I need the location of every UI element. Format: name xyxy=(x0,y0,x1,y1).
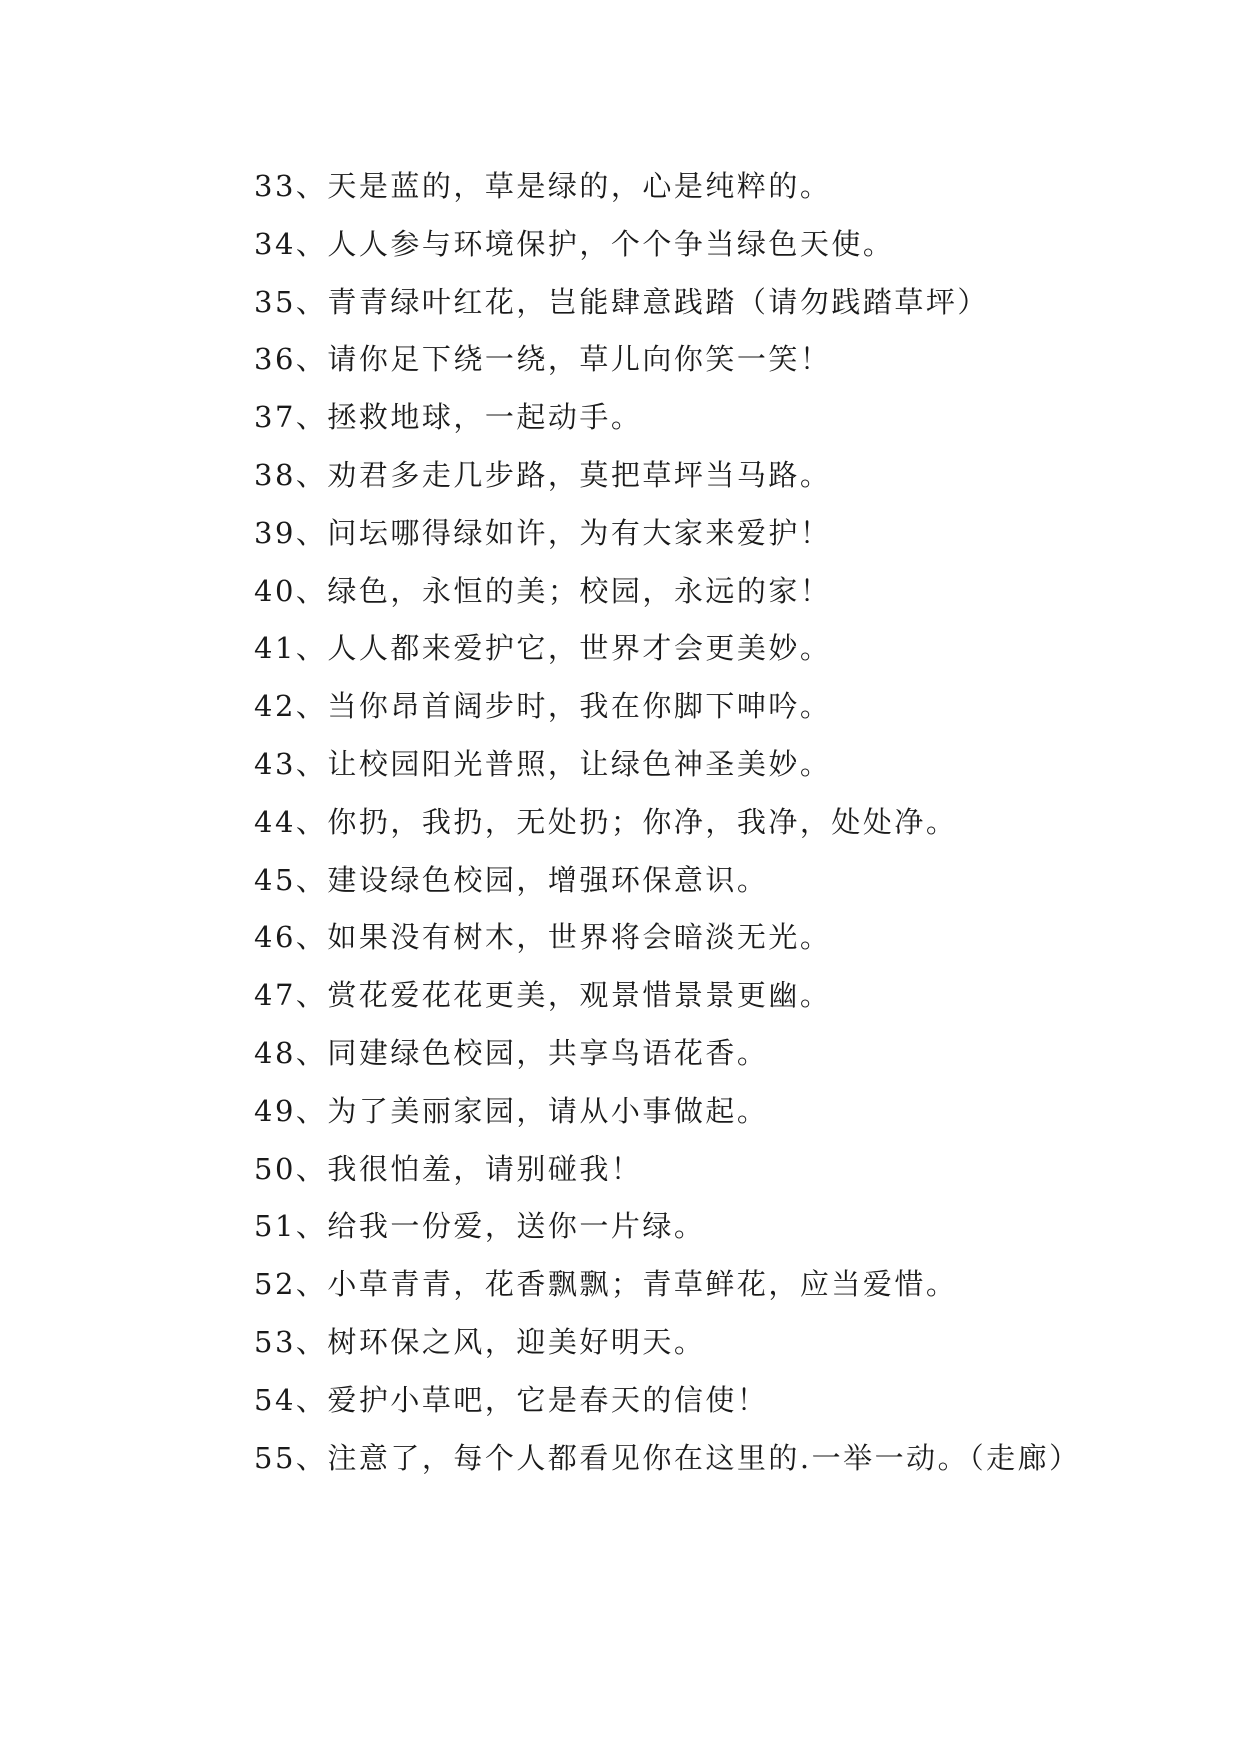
list-item: 35、青青绿叶红花，岂能肆意践踏（请勿践踏草坪） xyxy=(254,284,989,319)
list-item: 33、天是蓝的，草是绿的，心是纯粹的。 xyxy=(254,169,832,203)
list-item: 49、为了美丽家园，请从小事做起。 xyxy=(254,1093,769,1128)
list-item: 47、赏花爱花花更美，观景惜景景更幽。 xyxy=(254,978,832,1013)
list-item: 53、树环保之风，迎美好明天。 xyxy=(254,1324,706,1359)
slogan-list xyxy=(188,158,1081,1487)
list-item: 41、人人都来爱护它，世界才会更美妙。 xyxy=(254,631,832,666)
list-item: 48、同建绿色校园，共享鸟语花香。 xyxy=(254,1035,769,1070)
list-item: 37、拯救地球，一起动手。 xyxy=(254,400,643,435)
list-item: 44、你扔，我扔，无处扔；你净，我净，处处净。 xyxy=(254,804,958,839)
list-item: 39、问坛哪得绿如许，为有大家来爱护！ xyxy=(254,515,832,550)
list-item: 38、劝君多走几步路，莫把草坪当马路。 xyxy=(254,457,832,492)
list-item: 51、给我一份爱，送你一片绿。 xyxy=(254,1209,706,1244)
list-item: 54、爱护小草吧，它是春天的信使！ xyxy=(254,1382,769,1417)
list-item: 46、如果没有树木，世界将会暗淡无光。 xyxy=(254,920,832,955)
list-item: 43、让校园阳光普照，让绿色神圣美妙。 xyxy=(254,746,832,781)
list-item: 52、小草青青，花香飘飘；青草鲜花，应当爱惜。 xyxy=(254,1267,958,1302)
list-item: 40、绿色，永恒的美；校园，永远的家！ xyxy=(254,573,832,608)
list-item: 36、请你足下绕一绕，草儿向你笑一笑！ xyxy=(254,342,832,377)
list-item: 34、人人参与环境保护，个个争当绿色天使。 xyxy=(254,226,895,261)
list-item: 50、我很怕羞，请别碰我！ xyxy=(254,1151,643,1186)
list-item: 42、当你昂首阔步时，我在你脚下呻吟。 xyxy=(254,689,832,724)
list-item: 45、建设绿色校园，增强环保意识。 xyxy=(254,862,769,897)
list-item: 55、注意了，每个人都看见你在这里的.一举一动。（走廊） xyxy=(254,1440,1081,1475)
